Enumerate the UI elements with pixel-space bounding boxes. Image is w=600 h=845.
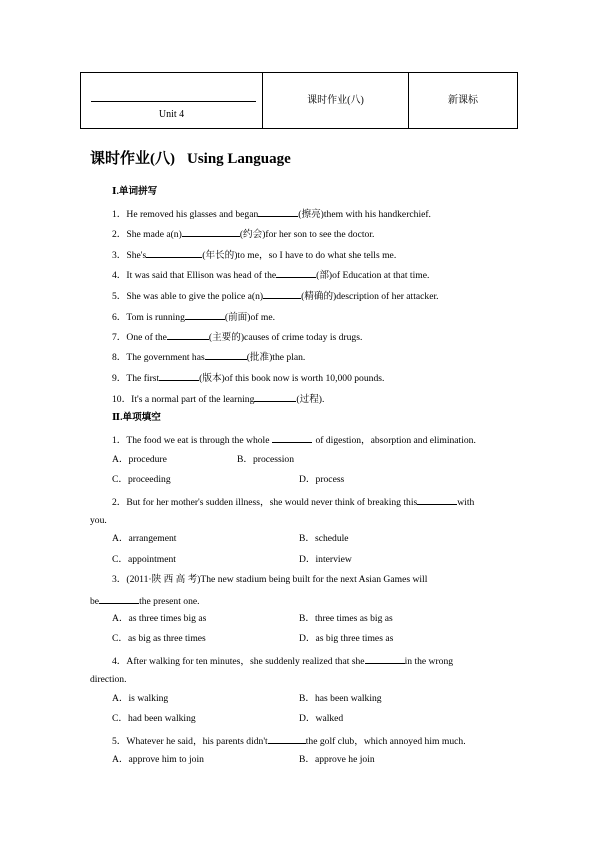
s2-q3-option-d: D．as big three times as	[299, 633, 394, 644]
s2-q5-option-b: B．approve he join	[299, 754, 375, 765]
s1-item-1: 1．He removed his glasses and began (擦亮)them with his handkerchief.	[112, 209, 431, 220]
s2-q4-option-a: A．is walking	[112, 693, 169, 704]
s2-q1-option-c: C．proceeding	[112, 474, 171, 485]
s2-q3-option-b: B．three times as big as	[299, 613, 393, 624]
header-title: 课时作业(八)	[307, 95, 364, 106]
s2-q1-option-b: B．procession	[237, 454, 295, 465]
header-title-cell	[263, 73, 409, 129]
page-title-cn: 课时作业(八)	[90, 151, 175, 167]
page-title	[90, 147, 291, 168]
s1-item-4: 4．It was said that Ellison was head of the (部)of Education at that time.	[112, 270, 430, 281]
section2-heading: Ⅱ.单项填空	[112, 412, 161, 423]
s1-item-2: 2．She made a(n) (约会)for her son to see the doctor.	[112, 229, 375, 240]
s2-q2-option-a: A．arrangement	[112, 533, 177, 544]
s2-q3-option-a: A．as three times big as	[112, 613, 207, 624]
section1-heading: Ⅰ.单词拼写	[112, 186, 158, 197]
s2-q4-option-d: D．walked	[299, 713, 344, 724]
s2-q3: 3．(2011·陕 西 高 考)The new stadium being built for the next Asian Games will	[112, 574, 428, 585]
header-tag: 新课标	[448, 95, 478, 106]
header-table	[80, 72, 518, 129]
header-blank-line	[91, 101, 256, 102]
s1-item-3: 3．She's (年长的)to me，so I have to do what she tells me.	[112, 250, 397, 261]
s2-q2-line2: you.	[90, 515, 107, 526]
s2-q3-line2: be the present one.	[90, 596, 200, 607]
s2-q4: 4．After walking for ten minutes，she suddenly realized that she in the wrong	[112, 656, 454, 667]
s2-q1: 1．The food we eat is through the whole of digestion，absorption and elimination.	[112, 435, 476, 446]
s2-q1-option-d: D．process	[299, 474, 345, 485]
page-title-en: Using Language	[187, 151, 291, 167]
s2-q2: 2．But for her mother's sudden illness，she would never think of breaking this with	[112, 497, 475, 508]
s2-q2-option-b: B．schedule	[299, 533, 349, 544]
s2-q1-option-a: A．procedure	[112, 454, 167, 465]
s1-item-6: 6．Tom is running (前面)of me.	[112, 312, 275, 323]
header-unit-cell	[81, 73, 263, 129]
s2-q5-option-a: A．approve him to join	[112, 754, 204, 765]
s1-item-10: 10．It's a normal part of the learning (过程).	[112, 394, 325, 405]
s1-item-7: 7．One of the (主要的)causes of crime today is drugs.	[112, 332, 363, 343]
s1-item-8: 8．The government has (批准)the plan.	[112, 352, 306, 363]
header-tag-cell	[409, 73, 518, 129]
s2-q5: 5．Whatever he said，his parents didn't the golf club，which annoyed him much.	[112, 736, 466, 747]
s2-q4-line2: direction.	[90, 674, 127, 685]
s2-q2-option-d: D．interview	[299, 554, 352, 565]
header-unit: Unit 4	[158, 109, 185, 120]
s1-item-9: 9．The first (版本)of this book now is worth 10,000 pounds.	[112, 373, 385, 384]
s2-q2-option-c: C．appointment	[112, 554, 176, 565]
s2-q4-option-c: C．had been walking	[112, 713, 196, 724]
s2-q3-option-c: C．as big as three times	[112, 633, 206, 644]
s2-q4-option-b: B．has been walking	[299, 693, 382, 704]
s1-item-5: 5．She was able to give the police a(n) (精确的)description of her attacker.	[112, 291, 439, 302]
